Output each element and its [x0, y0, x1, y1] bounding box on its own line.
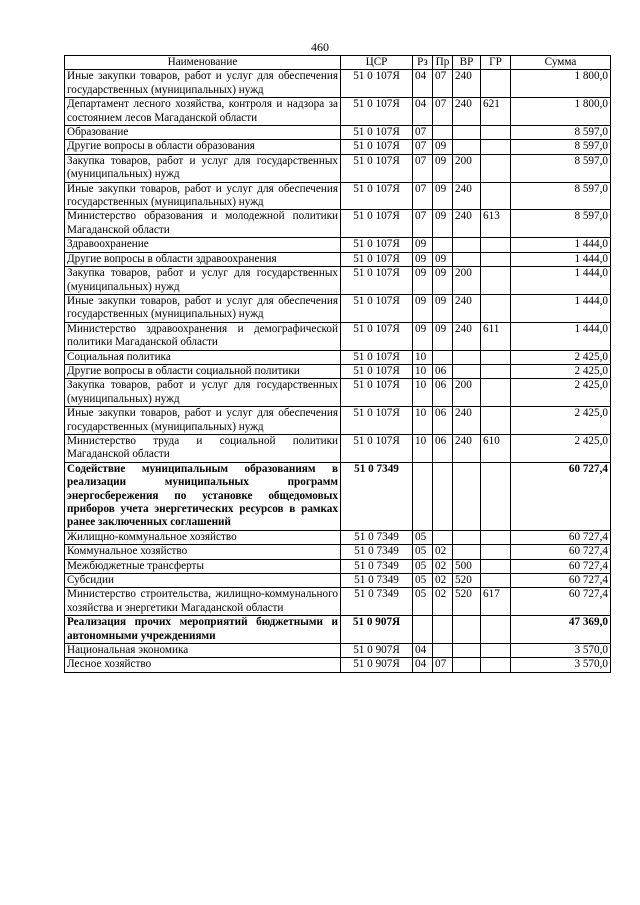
- cell-rz: 10: [413, 379, 433, 407]
- cell-pr: 02: [433, 588, 453, 616]
- cell-csr: 51 0 7349: [341, 545, 413, 559]
- cell-rz: 05: [413, 530, 433, 544]
- cell-gr: [481, 182, 511, 210]
- table-row: [65, 644, 611, 658]
- cell-name: Субсидии: [65, 574, 341, 588]
- cell-csr: 51 0 107Я: [341, 252, 413, 266]
- cell-gr: [481, 379, 511, 407]
- cell-name: Социальная политика: [65, 350, 341, 364]
- cell-rz: 09: [413, 322, 433, 350]
- cell-sum: 2 425,0: [511, 434, 611, 462]
- cell-name: Министерство труда и социальной политики Магаданской области: [65, 434, 341, 462]
- cell-name: Иные закупки товаров, работ и услуг для обеспечения государственных (муниципальных) нужд: [65, 407, 341, 435]
- cell-sum: 1 444,0: [511, 267, 611, 295]
- cell-csr: 51 0 107Я: [341, 267, 413, 295]
- table-row: [65, 126, 611, 140]
- cell-rz: 09: [413, 294, 433, 322]
- cell-name: Иные закупки товаров, работ и услуг для обеспечения государственных (муниципальных) нужд: [65, 70, 341, 98]
- cell-sum: 60 727,4: [511, 462, 611, 530]
- cell-pr: 06: [433, 379, 453, 407]
- cell-pr: [433, 644, 453, 658]
- cell-sum: 60 727,4: [511, 574, 611, 588]
- cell-rz: 05: [413, 574, 433, 588]
- cell-vr: [453, 350, 481, 364]
- table-row: [65, 616, 611, 644]
- cell-gr: [481, 658, 511, 672]
- cell-vr: [453, 530, 481, 544]
- cell-vr: [453, 545, 481, 559]
- table-row: [65, 588, 611, 616]
- cell-csr: 51 0 907Я: [341, 616, 413, 644]
- cell-vr: [453, 140, 481, 154]
- cell-vr: 240: [453, 322, 481, 350]
- table-row: [65, 545, 611, 559]
- cell-csr: 51 0 7349: [341, 574, 413, 588]
- cell-name: Жилищно-коммунальное хозяйство: [65, 530, 341, 544]
- cell-gr: 610: [481, 434, 511, 462]
- cell-gr: [481, 294, 511, 322]
- header-name: Наименование: [65, 56, 341, 70]
- cell-gr: 621: [481, 98, 511, 126]
- cell-csr: 51 0 107Я: [341, 407, 413, 435]
- cell-csr: 51 0 107Я: [341, 350, 413, 364]
- cell-gr: [481, 140, 511, 154]
- cell-name: Содействие муниципальным образованиям в реализации муниципальных программ энергосбережения по установке общедомовых приборов учета энергетических ресурсов в рамках ранее заключенных соглашений: [65, 462, 341, 530]
- cell-vr: 200: [453, 379, 481, 407]
- table-row: [65, 98, 611, 126]
- cell-rz: 07: [413, 154, 433, 182]
- cell-gr: 617: [481, 588, 511, 616]
- cell-gr: 613: [481, 210, 511, 238]
- cell-name: Лесное хозяйство: [65, 658, 341, 672]
- page-number: 460: [311, 40, 329, 54]
- header-gr: ГР: [481, 56, 511, 70]
- cell-rz: 09: [413, 252, 433, 266]
- cell-sum: 60 727,4: [511, 559, 611, 573]
- cell-name: Министерство строительства, жилищно-коммунального хозяйства и энергетики Магаданской области: [65, 588, 341, 616]
- cell-gr: [481, 350, 511, 364]
- cell-csr: 51 0 107Я: [341, 434, 413, 462]
- cell-pr: [433, 462, 453, 530]
- cell-name: Коммунальное хозяйство: [65, 545, 341, 559]
- cell-sum: 8 597,0: [511, 126, 611, 140]
- cell-gr: [481, 559, 511, 573]
- cell-gr: [481, 407, 511, 435]
- cell-pr: [433, 126, 453, 140]
- cell-pr: 02: [433, 545, 453, 559]
- cell-vr: [453, 616, 481, 644]
- header-sum: Сумма: [511, 56, 611, 70]
- cell-pr: [433, 616, 453, 644]
- cell-csr: 51 0 907Я: [341, 644, 413, 658]
- cell-name: Закупка товаров, работ и услуг для государственных (муниципальных) нужд: [65, 154, 341, 182]
- cell-vr: [453, 364, 481, 378]
- cell-rz: 05: [413, 588, 433, 616]
- header-csr: ЦСР: [341, 56, 413, 70]
- cell-vr: 240: [453, 434, 481, 462]
- cell-name: Межбюджетные трансферты: [65, 559, 341, 573]
- cell-name: Закупка товаров, работ и услуг для государственных (муниципальных) нужд: [65, 379, 341, 407]
- cell-pr: 09: [433, 294, 453, 322]
- cell-rz: 07: [413, 210, 433, 238]
- cell-sum: 1 800,0: [511, 98, 611, 126]
- cell-vr: [453, 658, 481, 672]
- cell-name: Иные закупки товаров, работ и услуг для обеспечения государственных (муниципальных) нужд: [65, 182, 341, 210]
- header-pr: Пр: [433, 56, 453, 70]
- cell-sum: 8 597,0: [511, 154, 611, 182]
- cell-sum: 60 727,4: [511, 530, 611, 544]
- cell-csr: 51 0 7349: [341, 462, 413, 530]
- cell-csr: 51 0 907Я: [341, 658, 413, 672]
- table-row: [65, 252, 611, 266]
- cell-sum: 3 570,0: [511, 644, 611, 658]
- cell-rz: 09: [413, 238, 433, 252]
- table-row: [65, 658, 611, 672]
- cell-pr: [433, 350, 453, 364]
- header-vr: ВР: [453, 56, 481, 70]
- cell-vr: 520: [453, 588, 481, 616]
- cell-csr: 51 0 107Я: [341, 364, 413, 378]
- cell-sum: 2 425,0: [511, 407, 611, 435]
- table-row: [65, 70, 611, 98]
- cell-gr: [481, 545, 511, 559]
- cell-name: Иные закупки товаров, работ и услуг для обеспечения государственных (муниципальных) нужд: [65, 294, 341, 322]
- cell-rz: [413, 462, 433, 530]
- table-row: [65, 530, 611, 544]
- cell-pr: 09: [433, 252, 453, 266]
- cell-pr: 06: [433, 364, 453, 378]
- cell-gr: [481, 462, 511, 530]
- cell-name: Департамент лесного хозяйства, контроля и надзора за состоянием лесов Магаданской области: [65, 98, 341, 126]
- budget-table: [64, 55, 611, 673]
- cell-vr: 240: [453, 98, 481, 126]
- header-rz: Рз: [413, 56, 433, 70]
- cell-sum: 60 727,4: [511, 545, 611, 559]
- cell-pr: 09: [433, 210, 453, 238]
- table-row: [65, 322, 611, 350]
- table-row: [65, 574, 611, 588]
- table-row: [65, 559, 611, 573]
- cell-pr: 09: [433, 322, 453, 350]
- cell-name: Другие вопросы в области образования: [65, 140, 341, 154]
- cell-name: Национальная экономика: [65, 644, 341, 658]
- cell-gr: [481, 126, 511, 140]
- cell-sum: 2 425,0: [511, 364, 611, 378]
- cell-vr: 500: [453, 559, 481, 573]
- cell-vr: 240: [453, 70, 481, 98]
- table-row: [65, 379, 611, 407]
- table-row: [65, 238, 611, 252]
- cell-gr: 611: [481, 322, 511, 350]
- cell-pr: 09: [433, 140, 453, 154]
- cell-gr: [481, 238, 511, 252]
- header-row: [65, 56, 611, 70]
- cell-name: Образование: [65, 126, 341, 140]
- cell-vr: 240: [453, 210, 481, 238]
- cell-rz: 07: [413, 140, 433, 154]
- cell-sum: 60 727,4: [511, 588, 611, 616]
- cell-pr: 09: [433, 267, 453, 295]
- cell-pr: 07: [433, 70, 453, 98]
- cell-name: Реализация прочих мероприятий бюджетными и автономными учреждениями: [65, 616, 341, 644]
- table-body: [65, 70, 611, 672]
- cell-sum: 1 444,0: [511, 252, 611, 266]
- cell-pr: 07: [433, 98, 453, 126]
- cell-pr: 09: [433, 154, 453, 182]
- table-row: [65, 462, 611, 530]
- cell-pr: 06: [433, 434, 453, 462]
- cell-pr: [433, 530, 453, 544]
- cell-rz: [413, 616, 433, 644]
- cell-csr: 51 0 107Я: [341, 210, 413, 238]
- table-row: [65, 210, 611, 238]
- cell-rz: 10: [413, 350, 433, 364]
- cell-rz: 10: [413, 434, 433, 462]
- cell-vr: 240: [453, 182, 481, 210]
- table-row: [65, 154, 611, 182]
- cell-gr: [481, 644, 511, 658]
- cell-rz: 04: [413, 644, 433, 658]
- table-row: [65, 140, 611, 154]
- cell-gr: [481, 574, 511, 588]
- cell-sum: 47 369,0: [511, 616, 611, 644]
- cell-gr: [481, 364, 511, 378]
- cell-pr: [433, 238, 453, 252]
- cell-vr: 200: [453, 267, 481, 295]
- cell-csr: 51 0 107Я: [341, 98, 413, 126]
- cell-csr: 51 0 107Я: [341, 140, 413, 154]
- cell-vr: [453, 462, 481, 530]
- cell-vr: [453, 126, 481, 140]
- cell-csr: 51 0 107Я: [341, 238, 413, 252]
- cell-sum: 1 800,0: [511, 70, 611, 98]
- cell-gr: [481, 530, 511, 544]
- cell-pr: 02: [433, 574, 453, 588]
- cell-vr: 520: [453, 574, 481, 588]
- cell-pr: 06: [433, 407, 453, 435]
- cell-csr: 51 0 107Я: [341, 70, 413, 98]
- table-row: [65, 182, 611, 210]
- table-row: [65, 350, 611, 364]
- cell-vr: 200: [453, 154, 481, 182]
- cell-sum: 3 570,0: [511, 658, 611, 672]
- cell-pr: 02: [433, 559, 453, 573]
- cell-csr: 51 0 107Я: [341, 322, 413, 350]
- cell-name: Министерство образования и молодежной политики Магаданской области: [65, 210, 341, 238]
- cell-rz: 04: [413, 658, 433, 672]
- cell-csr: 51 0 7349: [341, 559, 413, 573]
- cell-csr: 51 0 107Я: [341, 294, 413, 322]
- cell-csr: 51 0 7349: [341, 530, 413, 544]
- cell-vr: [453, 644, 481, 658]
- cell-csr: 51 0 107Я: [341, 182, 413, 210]
- cell-name: Здравоохранение: [65, 238, 341, 252]
- table-row: [65, 364, 611, 378]
- cell-rz: 07: [413, 182, 433, 210]
- cell-rz: 04: [413, 70, 433, 98]
- cell-sum: 2 425,0: [511, 350, 611, 364]
- cell-vr: [453, 238, 481, 252]
- table-row: [65, 294, 611, 322]
- cell-vr: 240: [453, 294, 481, 322]
- cell-name: Закупка товаров, работ и услуг для государственных (муниципальных) нужд: [65, 267, 341, 295]
- cell-sum: 1 444,0: [511, 294, 611, 322]
- cell-pr: 07: [433, 658, 453, 672]
- table-row: [65, 407, 611, 435]
- cell-gr: [481, 70, 511, 98]
- cell-csr: 51 0 7349: [341, 588, 413, 616]
- cell-gr: [481, 267, 511, 295]
- cell-name: Другие вопросы в области социальной политики: [65, 364, 341, 378]
- cell-rz: 07: [413, 126, 433, 140]
- cell-rz: 04: [413, 98, 433, 126]
- cell-vr: 240: [453, 407, 481, 435]
- cell-name: Другие вопросы в области здравоохранения: [65, 252, 341, 266]
- cell-gr: [481, 252, 511, 266]
- cell-csr: 51 0 107Я: [341, 154, 413, 182]
- table-row: [65, 267, 611, 295]
- cell-rz: 10: [413, 364, 433, 378]
- cell-csr: 51 0 107Я: [341, 379, 413, 407]
- cell-sum: 8 597,0: [511, 140, 611, 154]
- cell-sum: 1 444,0: [511, 322, 611, 350]
- cell-rz: 09: [413, 267, 433, 295]
- cell-name: Министерство здравоохранения и демографической политики Магаданской области: [65, 322, 341, 350]
- cell-gr: [481, 616, 511, 644]
- cell-rz: 10: [413, 407, 433, 435]
- cell-rz: 05: [413, 559, 433, 573]
- cell-csr: 51 0 107Я: [341, 126, 413, 140]
- cell-vr: [453, 252, 481, 266]
- table-row: [65, 434, 611, 462]
- cell-sum: 8 597,0: [511, 210, 611, 238]
- cell-sum: 2 425,0: [511, 379, 611, 407]
- cell-gr: [481, 154, 511, 182]
- cell-sum: 8 597,0: [511, 182, 611, 210]
- cell-rz: 05: [413, 545, 433, 559]
- cell-pr: 09: [433, 182, 453, 210]
- cell-sum: 1 444,0: [511, 238, 611, 252]
